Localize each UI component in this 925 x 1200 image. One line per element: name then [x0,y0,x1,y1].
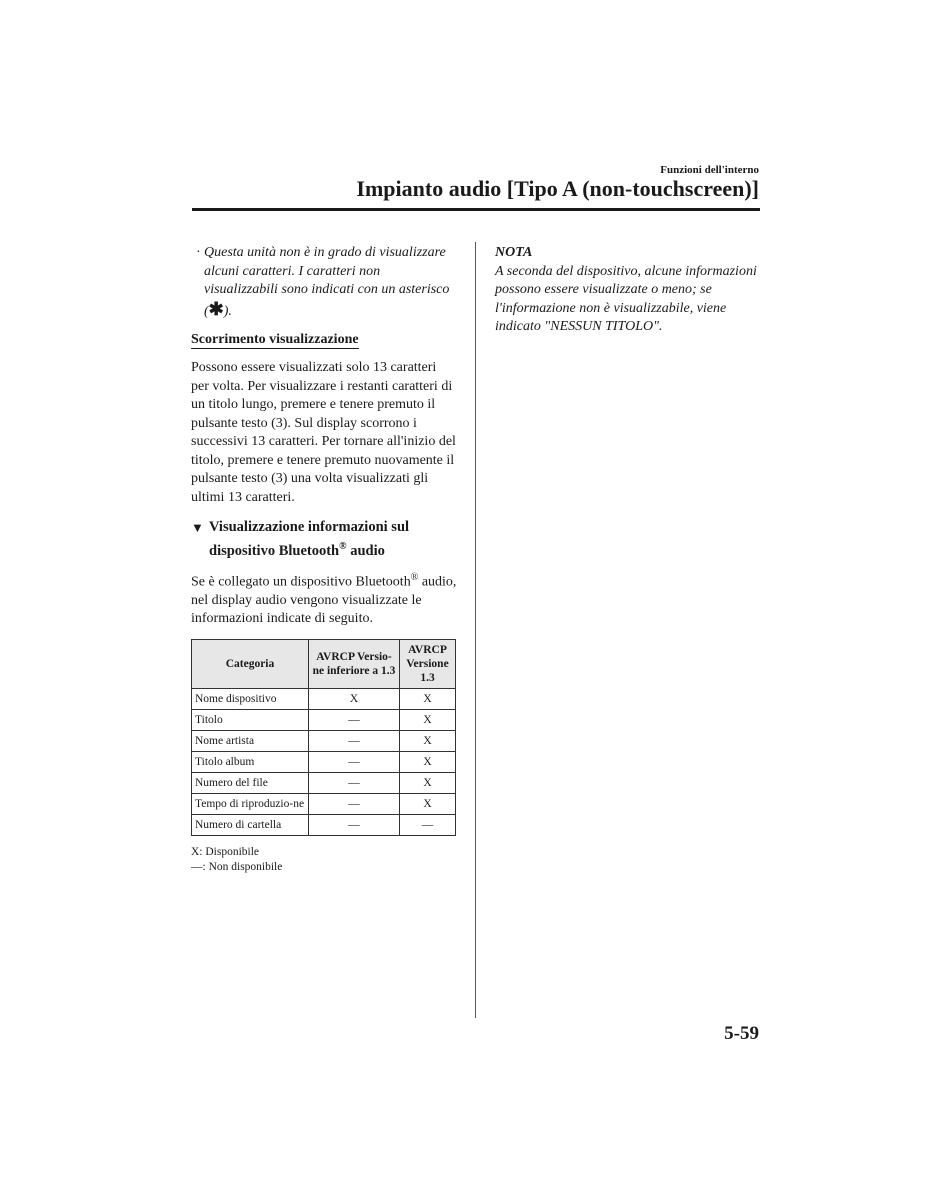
cell-13: X [400,709,456,730]
note-heading: NOTA [495,245,533,260]
section-label: Funzioni dell'interno [660,164,759,176]
cell-category: Titolo [192,709,309,730]
cell-lower: — [309,772,400,793]
page-title: Impianto audio [Tipo A (non-touchscreen)] [356,176,759,201]
table-row [192,709,456,730]
table-legend [191,845,457,875]
table-row [192,730,456,751]
cell-13: X [400,751,456,772]
cell-lower: — [309,814,400,835]
header-category: Categoria [192,639,309,688]
scroll-heading: Scorrimento visualizzazione [191,332,359,347]
table-row [192,688,456,709]
cell-category: Nome artista [192,730,309,751]
bullet-end: ). [223,303,232,319]
note-text: A seconda del dispositivo, alcune informazioni possono essere visualizzate o meno; se l'informazione non è visualizzabile, viene indicato "NESSUN TITOLO". [495,263,757,334]
table-row [192,751,456,772]
bluetooth-heading-text: Visualizzazione informazioni sul dispositivo Bluetooth [209,519,410,559]
bullet-note [191,244,457,321]
cell-13: X [400,730,456,751]
bluetooth-paragraph-end: audio, nel display audio vengono visualizzate le informazioni indicate di seguito. [191,574,457,627]
page-number: 5-59 [724,1023,759,1044]
cell-lower: — [309,709,400,730]
header-avrcp-13: AVRCP Versione 1.3 [400,639,456,688]
asterisk-icon: ✱ [208,298,224,319]
cell-13: X [400,793,456,814]
triangle-down-icon: ▼ [191,520,204,535]
bullet-text: Questa unità non è in grado di visualizzare alcuni caratteri. I caratteri non visualizzabili sono indicati con un asterisco ( [204,245,450,319]
cell-13: X [400,772,456,793]
cell-category: Numero di cartella [192,814,309,835]
right-column [495,244,761,337]
header-avrcp-lower: AVRCP Versio-ne inferiore a 1.3 [309,639,400,688]
cell-lower: X [309,688,400,709]
column-divider [475,242,476,1018]
legend-unavailable: —: Non disponibile [191,860,283,873]
cell-category: Numero del file [192,772,309,793]
table-row [192,772,456,793]
table-row [192,814,456,835]
bluetooth-heading-end: audio [346,542,385,559]
title-rule [192,208,760,211]
bluetooth-paragraph [191,569,457,629]
cell-category: Tempo di riproduzio-ne [192,793,309,814]
left-column [191,244,457,875]
registered-mark: ® [339,541,347,552]
table-row [192,793,456,814]
cell-category: Titolo album [192,751,309,772]
avrcp-table [191,639,456,836]
cell-lower: — [309,793,400,814]
cell-13: — [400,814,456,835]
bullet-dot-icon: · [196,245,201,260]
bluetooth-heading [191,517,457,561]
cell-category: Nome dispositivo [192,688,309,709]
cell-lower: — [309,751,400,772]
legend-available: X: Disponibile [191,845,260,858]
cell-lower: — [309,730,400,751]
registered-mark: ® [410,571,419,583]
bluetooth-paragraph-start: Se è collegato un dispositivo Bluetooth [191,574,411,590]
scroll-paragraph: Possono essere visualizzati solo 13 caratteri per volta. Per visualizzare i restanti caratteri di un titolo lungo, premere e tenere premuto il pulsante testo (3). Sul display scorrono i successivi 13 caratteri. Per tornare all'inizio del titolo, premere e tenere premuto nuovamente il pulsante testo (3) una volta visualizzati gli ultimi 13 caratteri. [191,360,456,505]
table-header-row [192,639,456,688]
cell-13: X [400,688,456,709]
